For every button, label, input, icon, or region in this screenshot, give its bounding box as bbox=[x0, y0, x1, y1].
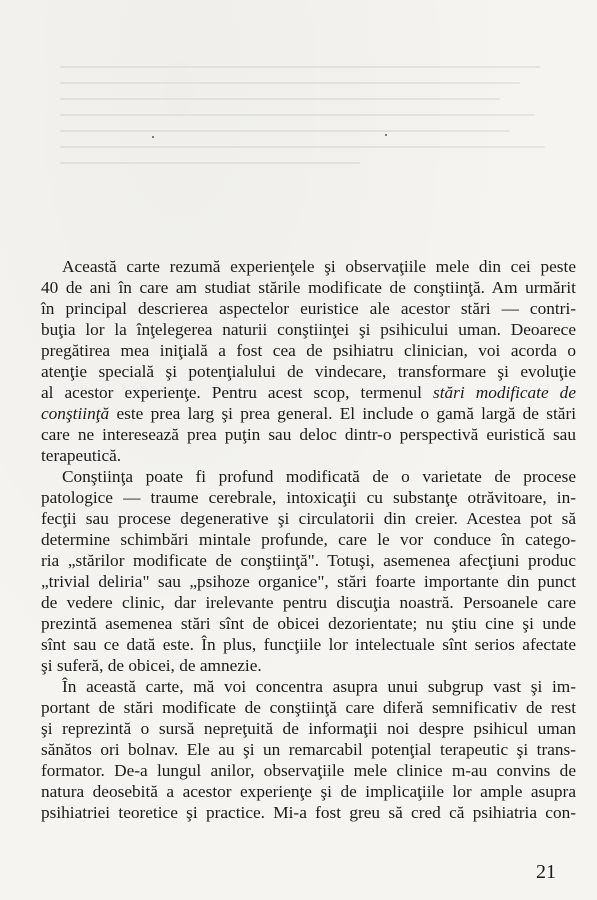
italic-term: stări modificate de bbox=[432, 383, 576, 402]
text-line: şi suferă, de obicei, de amnezie. bbox=[41, 656, 262, 675]
paper-speck bbox=[385, 134, 387, 136]
text-line: natura deosebită a acestor experienţe şi de implicaţiile lor ample asupra bbox=[41, 782, 576, 801]
text-line: ria „stărilor modificate de conştiinţă". Totuşi, asemenea afecţiuni produc bbox=[41, 551, 576, 570]
text-line: de vedere clinic, dar irelevante pentru discuţia noastră. Persoanele care bbox=[41, 593, 576, 612]
text-line: sînt sau ce dată este. În plus, funcţiile lor intelectuale sînt serios afectate bbox=[41, 635, 576, 654]
text-line: al acestor experienţe. Pentru acest scop, termenul stări modificate de bbox=[41, 383, 576, 402]
text-line: Această carte rezumă experienţele şi observaţiile mele din cei peste bbox=[62, 257, 576, 276]
text-line: „trivial deliria" sau „psihoze organice", stări foarte importante din punct bbox=[41, 572, 576, 591]
text-line: formator. De-a lungul anilor, observaţiile mele clinice m-au convins de bbox=[41, 761, 576, 780]
text-line: patologice — traume cerebrale, intoxicaţii cu substanţe otrăvitoare, in- bbox=[41, 488, 576, 507]
text-line: conştiinţă este prea larg şi prea general. El include o gamă largă de stări bbox=[41, 404, 576, 423]
text-line: care ne interesează prea puţin sau deloc dintr-o perspectivă euristică sau bbox=[41, 425, 576, 444]
paragraph-2 bbox=[41, 466, 576, 676]
text-line: Conştiinţa poate fi profund modificată de o varietate de procese bbox=[62, 467, 576, 486]
text-line: sănătos ori bolnav. Ele au şi un remarcabil potenţial terapeutic şi trans- bbox=[41, 740, 576, 759]
text-line: şi reprezintă o sursă nepreţuită de informaţii noi despre psihicul uman bbox=[41, 719, 576, 738]
text-line: prezintă asemenea stări sînt de obicei dezorientate; nu ştiu cine şi unde bbox=[41, 614, 576, 633]
text-line: în principal descrierea aspectelor euristice ale acestor stări — contri- bbox=[41, 299, 576, 318]
page-number: 21 bbox=[536, 861, 556, 883]
text-line: fecţii sau procese degenerative şi circulatorii din creier. Acestea pot să bbox=[41, 509, 576, 528]
paragraph-1 bbox=[41, 256, 576, 466]
paragraph-3 bbox=[41, 676, 576, 823]
show-through-text bbox=[60, 52, 560, 202]
text-line: psihiatriei teoretice şi practice. Mi-a fost greu să cred că psihiatria con- bbox=[41, 803, 576, 822]
text-line: portant de stări modificate de conştiinţă care diferă semnificativ de rest bbox=[41, 698, 576, 717]
body-text bbox=[41, 256, 576, 823]
paper-speck bbox=[152, 136, 154, 138]
text-line: pregătirea mea iniţială a fost cea de psihiatru clinician, voi acorda o bbox=[41, 341, 576, 360]
italic-term: conştiinţă bbox=[41, 404, 110, 423]
text-line: determine schimbări mintale profunde, care le vor conduce în catego- bbox=[41, 530, 576, 549]
text-line: buţia lor la înţelegerea naturii conştiinţei şi psihicului uman. Deoarece bbox=[41, 320, 576, 339]
text-line: atenţie specială şi potenţialului de vindecare, transformare şi evoluţie bbox=[41, 362, 576, 381]
text-line: În această carte, mă voi concentra asupra unui subgrup vast şi im- bbox=[62, 677, 576, 696]
text-line: 40 de ani în care am studiat stările modificate de conştiinţă. Am urmărit bbox=[41, 278, 576, 297]
text-line: terapeutică. bbox=[41, 446, 122, 465]
